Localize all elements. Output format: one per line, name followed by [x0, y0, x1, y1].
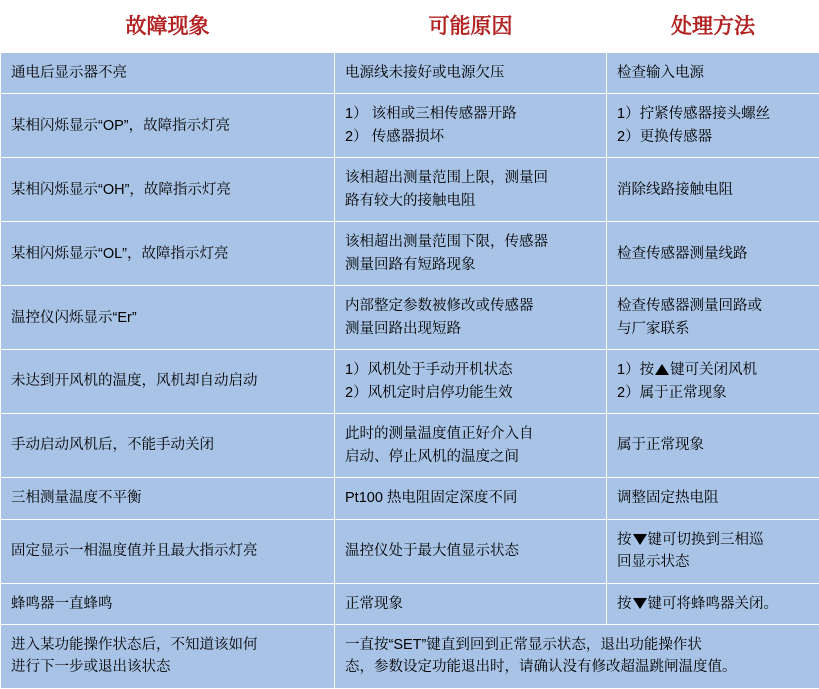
cell-symptom: 某相闪烁显示“OH”，故障指示灯亮 [1, 158, 335, 222]
cause-line: 1）风机处于手动开机状态 [345, 359, 596, 381]
cell-cause [335, 222, 607, 286]
arrow-down-icon [633, 598, 647, 609]
table-row [1, 286, 819, 350]
table-row [1, 350, 819, 414]
arrow-up-icon [655, 364, 669, 375]
cell-symptom: 蜂鸣器一直蜂鸣 [1, 583, 335, 624]
cell-symptom [1, 624, 335, 688]
cell-fix [607, 478, 819, 519]
fix-line: 2）更换传感器 [617, 126, 809, 148]
fix-text-suffix: 键可将蜂鸣器关闭。 [648, 596, 779, 612]
cell-fix [607, 286, 819, 350]
fix-text-suffix: 键可切换到三相巡 [648, 532, 764, 548]
cell-cause [335, 350, 607, 414]
fix-text-suffix: 键可关闭风机 [670, 362, 757, 378]
cell-cause [335, 94, 607, 158]
table-row [1, 583, 819, 624]
table-row [1, 624, 819, 688]
cell-cause [335, 519, 607, 583]
fix-line: 2）属于正常现象 [617, 382, 809, 404]
cause-line: 正常现象 [345, 593, 596, 615]
table-row [1, 414, 819, 478]
table-row [1, 519, 819, 583]
cell-fix [607, 414, 819, 478]
fix-line: 回显示状态 [617, 551, 809, 573]
fix-line: 属于正常现象 [617, 434, 809, 456]
merged-line: 一直按“SET”键直到回到正常显示状态，退出功能操作状 [345, 634, 809, 656]
table-row [1, 94, 819, 158]
fix-line: 1）拧紧传感器接头螺丝 [617, 103, 809, 125]
cell-cause [335, 53, 607, 94]
cell-fix [607, 53, 819, 94]
header-fix: 处理方法 [607, 0, 819, 53]
cell-symptom: 手动启动风机后，不能手动关闭 [1, 414, 335, 478]
cause-line: 2） 传感器损坏 [345, 126, 596, 148]
fix-line: 检查输入电源 [617, 62, 809, 84]
header-cause: 可能原因 [335, 0, 607, 53]
cell-cause [335, 583, 607, 624]
cause-line: 2）风机定时启停功能生效 [345, 382, 596, 404]
fix-line: 检查传感器测量回路或 [617, 295, 809, 317]
cause-line: 此时的测量温度值正好介入自 [345, 423, 596, 445]
cause-line: 测量回路有短路现象 [345, 254, 596, 276]
cell-fix [607, 158, 819, 222]
cell-cause [335, 414, 607, 478]
cell-cause [335, 478, 607, 519]
header-row [1, 0, 819, 53]
cause-line: 测量回路出现短路 [345, 318, 596, 340]
fix-line [617, 359, 809, 381]
table-header [1, 0, 819, 53]
cell-symptom: 温控仪闪烁显示“Er” [1, 286, 335, 350]
cell-fix [607, 583, 819, 624]
fix-line [617, 529, 809, 551]
fix-line: 调整固定热电阻 [617, 487, 809, 509]
cause-line: Pt100 热电阻固定深度不同 [345, 487, 596, 509]
fix-text-prefix: 按 [617, 596, 632, 612]
fix-line [617, 593, 809, 615]
cell-fix [607, 519, 819, 583]
cause-line: 温控仪处于最大值显示状态 [345, 540, 596, 562]
cause-line: 路有较大的接触电阻 [345, 190, 596, 212]
cell-symptom: 未达到开风机的温度，风机却自动启动 [1, 350, 335, 414]
table-row [1, 478, 819, 519]
fix-line: 检查传感器测量线路 [617, 243, 809, 265]
table-row [1, 222, 819, 286]
cell-symptom: 三相测量温度不平衡 [1, 478, 335, 519]
cell-symptom: 某相闪烁显示“OL”，故障指示灯亮 [1, 222, 335, 286]
cause-line: 内部整定参数被修改或传感器 [345, 295, 596, 317]
fix-line: 与厂家联系 [617, 318, 809, 340]
cell-merged-solution [335, 624, 819, 688]
cell-cause [335, 158, 607, 222]
cell-fix [607, 222, 819, 286]
arrow-down-icon [633, 534, 647, 545]
cause-line: 该相超出测量范围上限，测量回 [345, 167, 596, 189]
cell-symptom: 通电后显示器不亮 [1, 53, 335, 94]
table-row [1, 53, 819, 94]
cause-line: 该相超出测量范围下限，传感器 [345, 231, 596, 253]
merged-line: 态，参数设定功能退出时，请确认没有修改超温跳闸温度值。 [345, 656, 809, 678]
header-symptom: 故障现象 [1, 0, 335, 53]
symptom-line: 进行下一步或退出该状态 [11, 656, 324, 678]
cause-line: 电源线未接好或电源欠压 [345, 62, 596, 84]
cell-symptom: 固定显示一相温度值并且最大指示灯亮 [1, 519, 335, 583]
symptom-line: 进入某功能操作状态后，不知道该如何 [11, 634, 324, 656]
fix-line: 消除线路接触电阻 [617, 179, 809, 201]
cell-fix [607, 350, 819, 414]
fix-text-prefix: 按 [617, 532, 632, 548]
table-row [1, 158, 819, 222]
cell-fix [607, 94, 819, 158]
cause-line: 启动、停止风机的温度之间 [345, 446, 596, 468]
table-body [1, 53, 819, 689]
cause-line: 1） 该相或三相传感器开路 [345, 103, 596, 125]
cell-symptom: 某相闪烁显示“OP”，故障指示灯亮 [1, 94, 335, 158]
fix-text-prefix: 1）按 [617, 362, 654, 378]
cell-cause [335, 286, 607, 350]
